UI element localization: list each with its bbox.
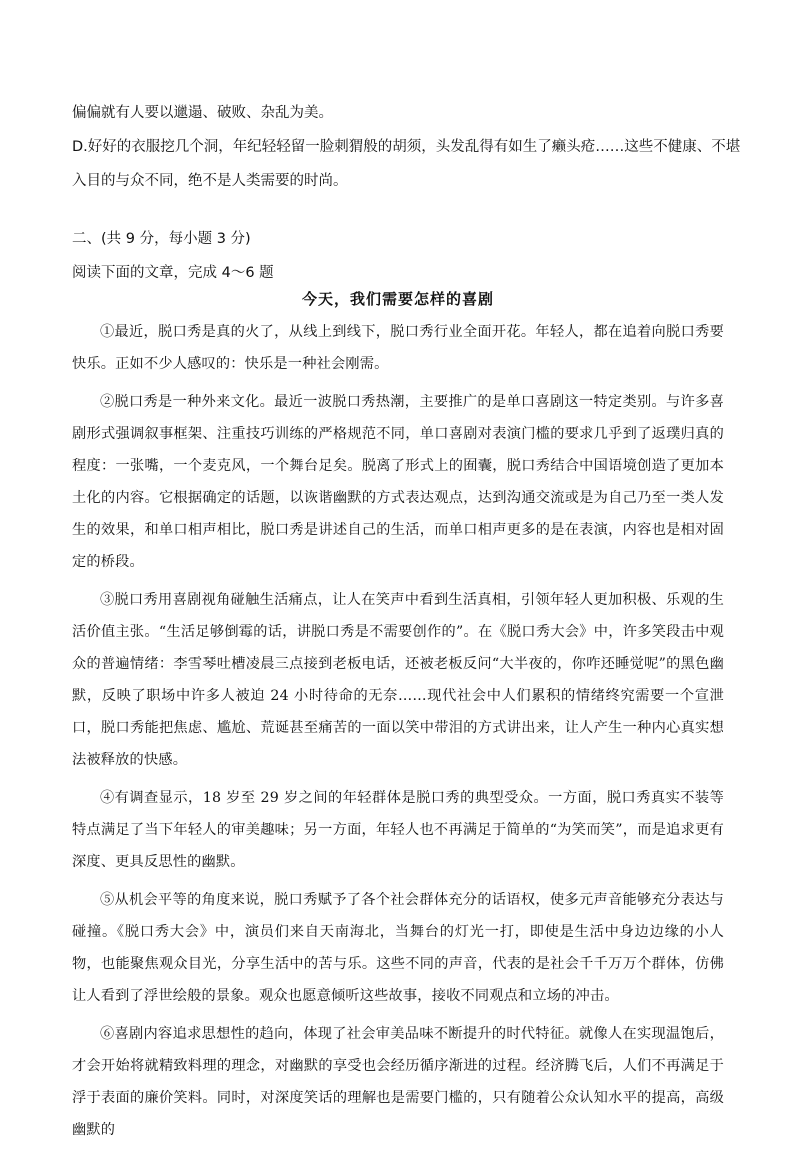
article-title: 今天，我们需要怎样的喜剧: [301, 290, 494, 308]
previous-question-text: [72, 96, 741, 198]
article-paragraph-6: ⑥喜剧内容追求思想性的趋向，体现了社会审美品味不断提升的时代特征。就像人在实现温饱后，才会开始将就精致料理的理念，对幽默的享受也会经历循序渐进的过程。经济腾飞后，人们不再满足于浮于表面的廉价笑料。同时，对深度笑话的理解也是需要门槛的，只有随着公众认知水平的提高，高级幽默的: [72, 1026, 724, 1138]
article-paragraph-2: ②脱口秀是一种外来文化。最近一波脱口秀热潮，主要推广的是单口喜剧这一特定类别。与许多喜剧形式强调叙事框架、注重技巧训练的严格规范不同，单口喜剧对表演门槛的要求几乎到了返璞归真的程度：一张嘴，一个麦克风，一个舞台足矣。脱离了形式上的囿囊，脱口秀结合中国语境创造了更加本土化的内容。它根据确定的话题，以诙谐幽默的方式表达观点，达到沟通交流或是为自己乃至一类人发生的效果，和单口相声相比，脱口秀是讲述自己的生活，而单口相声更多的是在表演，内容也是相对固定的桥段。: [72, 394, 724, 570]
section-header: [72, 222, 724, 290]
article-paragraph-5: ⑤从机会平等的角度来说，脱口秀赋予了各个社会群体充分的话语权，使多元声音能够充分表达与碰撞。《脱口秀大会》中，演员们来自天南海北，当舞台的灯光一打，即使是生活中身边边缘的小人物，也能聚焦观众目光，分享生活中的苦与乐。这些不同的声音，代表的是社会千千万万个群体，仿佛让人看到了浮世绘般的景象。观众也愿意倾听这些故事，接收不同观点和立场的冲击。: [72, 892, 724, 1004]
option-d-line-2: 入目的与众不同，绝不是人类需要的时尚。: [72, 173, 348, 189]
section-instruction: 阅读下面的文章，完成 4～6 题: [72, 265, 274, 281]
section-heading: 二、(共 9 分，每小题 3 分): [72, 231, 251, 247]
article-paragraph-1: ①最近，脱口秀是真的火了，从线上到线下，脱口秀行业全面开花。年轻人，都在追着向脱口秀要快乐。正如不少人感叹的：快乐是一种社会刚需。: [72, 324, 724, 372]
article: [72, 286, 724, 1152]
article-paragraph-4: ④有调查显示，18 岁至 29 岁之间的年轻群体是脱口秀的典型受众。一方面，脱口秀真实不装等特点满足了当下年轻人的审美趣味；另一方面，年轻人也不再满足于简单的“为笑而笑”，而是追求更有深度、更具反思性的幽默。: [72, 790, 724, 870]
option-d-line-1: D.好好的衣服挖几个洞，年纪轻轻留一脸刺猬般的胡须，头发乱得有如生了癞头疮……这些不健康、不堪: [72, 139, 741, 155]
option-c-tail: 偏偏就有人要以邋遢、破败、杂乱为美。: [72, 105, 333, 121]
article-paragraph-3: ③脱口秀用喜剧视角碰触生活痛点，让人在笑声中看到生活真相，引领年轻人更加积极、乐观的生活价值主张。“生活足够倒霉的话，讲脱口秀是不需要创作的”。在《脱口秀大会》中，许多笑段击中观众的普遍情绪：李雪琴吐槽凌晨三点接到老板电话，还被老板反问“大半夜的，你咋还睡觉呢”的黑色幽默，反映了职场中许多人被迫 24 小时待命的无奈……现代社会中人们累积的情绪终究需要一个宣泄口，脱口秀能把焦虑、尴尬、荒诞甚至痛苦的一面以笑中带泪的方式讲出来，让人产生一种内心真实想法被释放的快感。: [72, 592, 724, 768]
